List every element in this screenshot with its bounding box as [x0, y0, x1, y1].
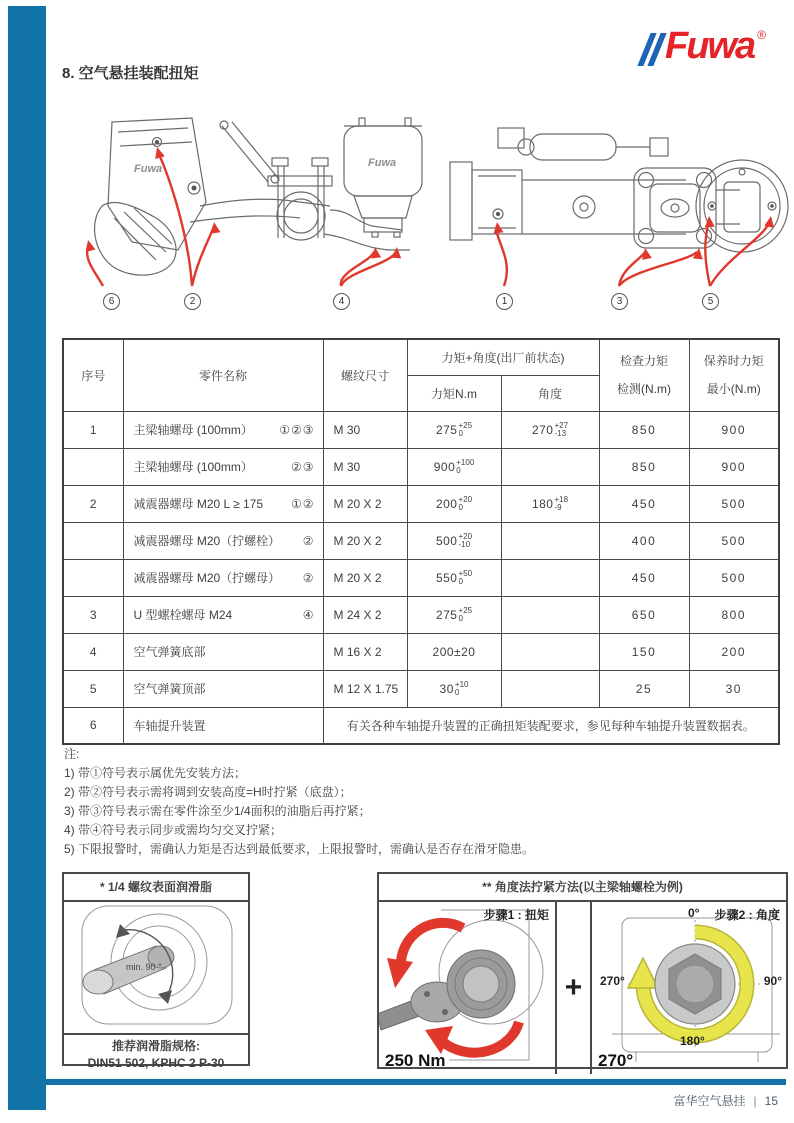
callout-2: 2: [184, 293, 201, 310]
header-maintenance-line2: 最小(N.m): [706, 382, 761, 397]
priority-marks: ②③: [290, 459, 315, 474]
callout-4: 4: [333, 293, 350, 310]
min-angle-label: min. 90 °: [126, 962, 162, 972]
thread-size: M 30: [333, 459, 361, 474]
part-name: U 型螺栓螺母 M24: [133, 608, 233, 622]
plus-sign: +: [564, 971, 583, 1004]
cell-angle: [501, 596, 599, 633]
cell-no: 2: [63, 485, 123, 522]
cell-part: [123, 596, 323, 633]
cell-thread: [323, 559, 407, 596]
header-angle: 角度: [501, 375, 599, 411]
cell-part: [123, 485, 323, 522]
table-row: [63, 633, 779, 670]
part-name: 空气弹簧顶部: [133, 682, 206, 696]
step2-panel: [590, 902, 786, 1074]
cell-part: [123, 559, 323, 596]
torque-value: 500: [435, 533, 458, 548]
angle-90-label: 90°: [763, 974, 782, 988]
cell-no: [63, 559, 123, 596]
grease-box: [62, 872, 250, 1070]
cell-maint: 500: [689, 559, 779, 596]
torque-tolerance: +10 0: [454, 679, 469, 697]
fuwa-label: Fuwa: [134, 163, 163, 175]
angle-270-label: 270°: [600, 974, 625, 988]
cell-torque: [407, 633, 501, 670]
torque-value: 200±20: [432, 644, 476, 659]
note-line: 3) 带③符号表示需在零件涂至少1/4面积的油脂后再拧紧；: [64, 804, 371, 818]
step2-label: 步骤2 : 角度: [714, 908, 780, 922]
part-name: 减震器螺母 M20 L ≥ 175: [133, 497, 264, 511]
torque-value: 275: [435, 607, 458, 622]
cell-span-note: 有关各种车轴提升装置的正确扭矩装配要求，参见每种车轴提升装置数据表。: [323, 707, 779, 744]
header-check-torque: [599, 339, 689, 411]
notes-block: [64, 745, 534, 859]
suspension-side-view-figure: [72, 110, 424, 293]
cell-angle: [501, 411, 599, 448]
angle-value: 180: [531, 496, 554, 511]
angle-box-title: ** 角度法拧紧方法(以主梁轴螺栓为例): [379, 874, 786, 902]
torque-tolerance: +20 0: [458, 494, 473, 512]
angle-tolerance: +18 -9: [554, 494, 569, 512]
cell-thread: [323, 411, 407, 448]
cell-torque: [407, 411, 501, 448]
cell-part: [123, 633, 323, 670]
torque-value: 550: [435, 570, 458, 585]
grease-spec-value: DIN51 502, KPHC 2 P-30: [87, 1056, 225, 1070]
cell-no: 5: [63, 670, 123, 707]
header-maintenance-line1: 保养时力矩: [703, 354, 764, 369]
page-footer: [674, 1092, 779, 1109]
cell-maint: 200: [689, 633, 779, 670]
cell-no: 6: [63, 707, 123, 744]
thread-size: M 12 X 1.75: [333, 681, 399, 696]
fuwa-logo: [644, 26, 766, 66]
cell-maint: 500: [689, 522, 779, 559]
cell-angle: [501, 633, 599, 670]
note-line: 4) 带④符号表示同步或需均匀交叉拧紧；: [64, 823, 283, 837]
priority-marks: ②: [302, 533, 315, 548]
cell-part: [123, 522, 323, 559]
note-line: 2) 带②符号表示需将调到安装高度=H时拧紧（底盘）；: [64, 785, 352, 799]
page-accent-bar: [8, 6, 46, 1110]
cell-check: 450: [599, 559, 689, 596]
callout-1: 1: [496, 293, 513, 310]
thread-size: M 20 X 2: [333, 533, 382, 548]
note-line: 5) 下限报警时，需确认力矩是否达到最低要求，上限报警时，需确认是否存在滑牙隐患。: [64, 842, 535, 856]
cell-no: [63, 522, 123, 559]
cell-thread: [323, 670, 407, 707]
torque-tolerance: +25 0: [458, 605, 473, 623]
angle-tolerance: +27 -13: [554, 420, 569, 438]
registered-trademark-icon: ®: [757, 28, 766, 42]
torque-tolerance: +20 -10: [458, 531, 473, 549]
notes-label: 注:: [64, 747, 80, 761]
thread-size: M 20 X 2: [333, 496, 382, 511]
thread-size: M 30: [333, 422, 361, 437]
part-name: 主梁轴螺母 (100mm）: [133, 423, 253, 437]
cell-maint: 900: [689, 448, 779, 485]
step2-angle-value: 270°: [598, 1051, 634, 1070]
table-row: [63, 670, 779, 707]
footer-separator: |: [753, 1093, 757, 1108]
cell-thread: [323, 633, 407, 670]
table-row: [63, 411, 779, 448]
cell-check: 400: [599, 522, 689, 559]
cell-torque: [407, 596, 501, 633]
callout-3: 3: [611, 293, 628, 310]
cell-thread: [323, 596, 407, 633]
cell-angle: [501, 559, 599, 596]
header-part-name: 零件名称: [123, 339, 323, 411]
callout-6: 6: [103, 293, 120, 310]
table-row: [63, 522, 779, 559]
callout-5: 5: [702, 293, 719, 310]
priority-marks: ①②③: [279, 422, 315, 437]
torque-value: 30: [439, 681, 454, 696]
note-line: 1) 带①符号表示属优先安装方法；: [64, 766, 247, 780]
cell-no: [63, 448, 123, 485]
cell-maint: 500: [689, 485, 779, 522]
table-row: [63, 707, 779, 744]
cell-thread: [323, 485, 407, 522]
torque-value: 275: [435, 422, 458, 437]
cell-angle: [501, 448, 599, 485]
priority-marks: ②: [302, 570, 315, 585]
angle-value: 270: [531, 422, 554, 437]
part-name: 空气弹簧底部: [133, 645, 206, 659]
footer-page-number: 15: [764, 1093, 778, 1108]
header-maintenance-torque: [689, 339, 779, 411]
axle-grease-figure: [64, 902, 248, 1028]
cell-check: 25: [599, 670, 689, 707]
angle-180-label: 180°: [680, 1034, 705, 1048]
cell-maint: 900: [689, 411, 779, 448]
footer-brand-text: 富华空气悬挂: [673, 1094, 746, 1108]
grease-spec-title: 推荐润滑脂规格:: [112, 1039, 200, 1053]
cell-angle: [501, 485, 599, 522]
cell-thread: [323, 522, 407, 559]
header-torque-nm: 力矩N.m: [407, 375, 501, 411]
header-thread-size: 螺纹尺寸: [323, 339, 407, 411]
grease-box-title: * 1/4 螺纹表面润滑脂: [64, 874, 248, 902]
torque-tolerance: +50 0: [458, 568, 473, 586]
cell-no: 1: [63, 411, 123, 448]
cell-torque: [407, 670, 501, 707]
cell-torque: [407, 448, 501, 485]
cell-part: [123, 411, 323, 448]
axle-top-view-figure: [434, 110, 790, 293]
page-title: 8. 空气悬挂装配扭矩: [62, 65, 199, 83]
cell-check: 450: [599, 485, 689, 522]
cell-check: 150: [599, 633, 689, 670]
cell-angle: [501, 522, 599, 559]
priority-marks: ④: [302, 607, 315, 622]
cell-check: 850: [599, 411, 689, 448]
header-torque-angle: 力矩+角度(出厂前状态): [407, 339, 599, 375]
cell-check: 850: [599, 448, 689, 485]
cell-part: [123, 707, 323, 744]
footer-accent-line: [46, 1079, 786, 1085]
table-row: [63, 448, 779, 485]
header-check-torque-line1: 检查力矩: [620, 354, 669, 369]
table-row: [63, 559, 779, 596]
table-row: [63, 596, 779, 633]
cell-torque: [407, 522, 501, 559]
part-name: 减震器螺母 M20（拧螺栓）: [133, 534, 281, 548]
header-check-torque-line2: 检测(N.m): [617, 382, 672, 397]
angle-method-box: [377, 872, 788, 1069]
cell-maint: 30: [689, 670, 779, 707]
step1-panel: [379, 902, 557, 1074]
torque-tolerance: +25 0: [458, 420, 473, 438]
fuwa-label: Fuwa: [368, 157, 397, 169]
cell-no: 3: [63, 596, 123, 633]
header-index: 序号: [63, 339, 123, 411]
part-name: 主梁轴螺母 (100mm）: [133, 460, 253, 474]
part-name: 减震器螺母 M20（拧螺母）: [133, 571, 281, 585]
torque-spec-table: [62, 338, 780, 745]
torque-value: 200: [435, 496, 458, 511]
torque-wrench-figure: [379, 902, 555, 1069]
cell-maint: 800: [689, 596, 779, 633]
grease-spec: [64, 1033, 248, 1072]
angle-0-label: 0°: [688, 906, 700, 920]
red-arrow-icon: [83, 146, 402, 286]
cell-part: [123, 448, 323, 485]
torque-value: 900: [433, 459, 456, 474]
cell-part: [123, 670, 323, 707]
logo-wordmark: Fuwa: [665, 25, 755, 67]
torque-tolerance: +100 0: [456, 457, 475, 475]
thread-size: M 16 X 2: [333, 644, 382, 659]
part-name: 车轴提升装置: [133, 718, 206, 733]
thread-size: M 24 X 2: [333, 607, 382, 622]
cell-no: 4: [63, 633, 123, 670]
cell-angle: [501, 670, 599, 707]
thread-size: M 20 X 2: [333, 570, 382, 585]
grease-figure: [64, 902, 248, 1033]
priority-marks: ①②: [290, 496, 315, 511]
cell-torque: [407, 559, 501, 596]
table-row: [63, 485, 779, 522]
step1-label: 步骤1 : 扭矩: [483, 908, 549, 922]
cell-check: 650: [599, 596, 689, 633]
cell-thread: [323, 448, 407, 485]
step1-torque-value: 250 Nm: [385, 1051, 446, 1070]
cell-torque: [407, 485, 501, 522]
